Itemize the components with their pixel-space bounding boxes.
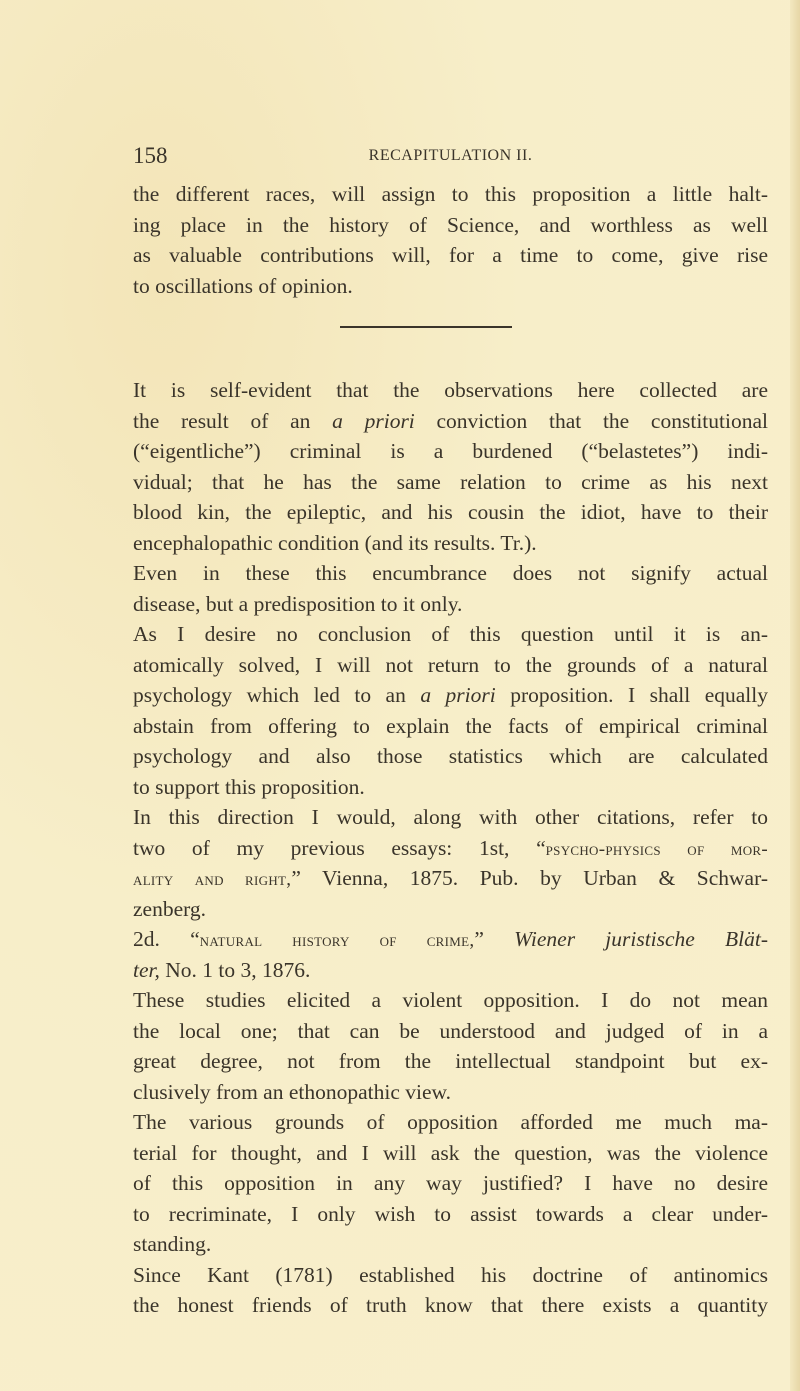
- text-line: [133, 1107, 768, 1138]
- text-segment: 2d. “: [133, 927, 200, 951]
- text-line: [133, 924, 768, 955]
- page-header: [133, 143, 768, 173]
- text-line: [133, 985, 768, 1016]
- text-line: [133, 680, 768, 711]
- text-segment: abstain from offering to explain the facts of empirical criminal: [133, 713, 768, 738]
- text-segment: Even in these this encumbrance does not signify actual: [133, 561, 768, 585]
- text-line: [133, 1290, 768, 1321]
- text-segment: the honest friends of truth know that there exists a quantity: [133, 1293, 768, 1317]
- text-segment: great degree, not from the intellectual standpoint but ex-: [133, 1049, 768, 1073]
- text-line: [133, 1138, 768, 1169]
- text-line: [133, 619, 768, 650]
- text-line: [133, 802, 768, 833]
- text-line: [133, 650, 768, 681]
- text-line: [133, 1046, 768, 1077]
- text-segment: Since Kant (1781) established his doctrine of antinomics: [133, 1262, 768, 1287]
- text-line: [133, 863, 768, 894]
- text-line: [133, 558, 768, 589]
- small-caps-text: natural history of crime,: [199, 930, 475, 951]
- text-segment: proposition. I shall equally: [495, 683, 768, 707]
- text-line: [133, 833, 768, 864]
- text-segment: blood kin, the epileptic, and his cousin the idiot, have to their: [133, 500, 768, 524]
- text-line: [133, 589, 768, 620]
- text-line: [133, 240, 768, 271]
- small-caps-text: psycho-physics of mor-: [545, 838, 768, 860]
- text-segment: ”: [474, 927, 515, 951]
- text-line: [133, 894, 768, 925]
- text-line: [133, 1229, 768, 1260]
- text-segment: These studies elicited a violent opposition. I do not mean: [133, 988, 768, 1012]
- text-segment: It is self-evident that the observations here collected are: [133, 378, 768, 402]
- text-line: [133, 467, 768, 498]
- text-line: [133, 1260, 768, 1291]
- text-segment: the result of an: [133, 408, 333, 433]
- section-divider: [340, 326, 512, 328]
- text-line: [133, 210, 768, 241]
- text-line: [133, 375, 768, 406]
- text-line: [133, 741, 768, 772]
- text-line: [133, 1168, 768, 1199]
- text-line: [133, 406, 768, 437]
- text-line: [133, 1016, 768, 1047]
- text-segment: zenberg.: [133, 896, 207, 921]
- text-segment: The various grounds of opposition afforded me much ma-: [133, 1110, 768, 1134]
- page-edge: [790, 0, 800, 1391]
- text-line: [133, 955, 768, 986]
- text-line: [133, 711, 768, 742]
- text-segment: to oscillations of opinion.: [133, 273, 353, 298]
- text-segment: No. 1 to 3, 1876.: [159, 957, 311, 982]
- text-segment: conviction that the constitutional: [414, 408, 768, 433]
- text-segment: the different races, will assign to this proposition a little halt-: [133, 182, 768, 206]
- text-segment: (“eigentliche”) criminal is a burdened (“belastetes”) indi-: [133, 439, 768, 463]
- text-line: [133, 1199, 768, 1230]
- running-title: RECAPITULATION II.: [368, 147, 533, 164]
- text-segment: clusively from an ethonopathic view.: [133, 1079, 452, 1104]
- text-segment: In this direction I would, along with other citations, refer to: [133, 805, 768, 829]
- paragraph-block-1: [133, 179, 768, 301]
- text-segment: standing.: [133, 1232, 212, 1256]
- text-segment: ing place in the history of Science, and worthless as well: [133, 212, 768, 237]
- text-line: [133, 436, 768, 467]
- italic-text: a priori: [332, 408, 415, 433]
- text-line: [133, 528, 768, 559]
- text-segment: vidual; that he has the same relation to crime as his next: [133, 469, 768, 494]
- text-segment: encephalopathic condition (and its results. Tr.).: [133, 530, 537, 555]
- italic-text: ter,: [133, 957, 160, 982]
- text-segment: to recriminate, I only wish to assist towards a clear under-: [133, 1201, 768, 1226]
- page-number: 158: [133, 143, 168, 168]
- text-segment: psychology and also those statistics which are calculated: [133, 744, 768, 768]
- text-line: [133, 179, 768, 210]
- text-segment: terial for thought, and I will ask the question, was the violence: [133, 1140, 768, 1165]
- italic-text: a priori: [420, 683, 496, 707]
- text-segment: as valuable contributions will, for a time to come, give rise: [133, 243, 768, 267]
- small-caps-text: ality and right,: [133, 869, 292, 890]
- text-segment: As I desire no conclusion of this question until it is an-: [133, 622, 768, 646]
- text-line: [133, 1077, 768, 1108]
- text-segment: ” Vienna, 1875. Pub. by Urban & Schwar-: [291, 866, 768, 890]
- text-line: [133, 497, 768, 528]
- italic-text: Wiener juristische Blät-: [514, 927, 769, 951]
- text-segment: atomically solved, I will not return to the grounds of a natural: [133, 652, 768, 677]
- text-segment: the local one; that can be understood and judged of in a: [133, 1018, 768, 1043]
- paragraph-block-2: [133, 375, 768, 1321]
- text-segment: disease, but a predisposition to it only.: [133, 591, 463, 616]
- text-segment: to support this proposition.: [133, 774, 365, 799]
- text-segment: psychology which led to an: [133, 683, 421, 707]
- text-segment: two of my previous essays: 1st, “: [133, 835, 546, 860]
- text-line: [133, 271, 768, 302]
- text-segment: of this opposition in any way justified? I have no desire: [133, 1171, 768, 1195]
- text-line: [133, 772, 768, 803]
